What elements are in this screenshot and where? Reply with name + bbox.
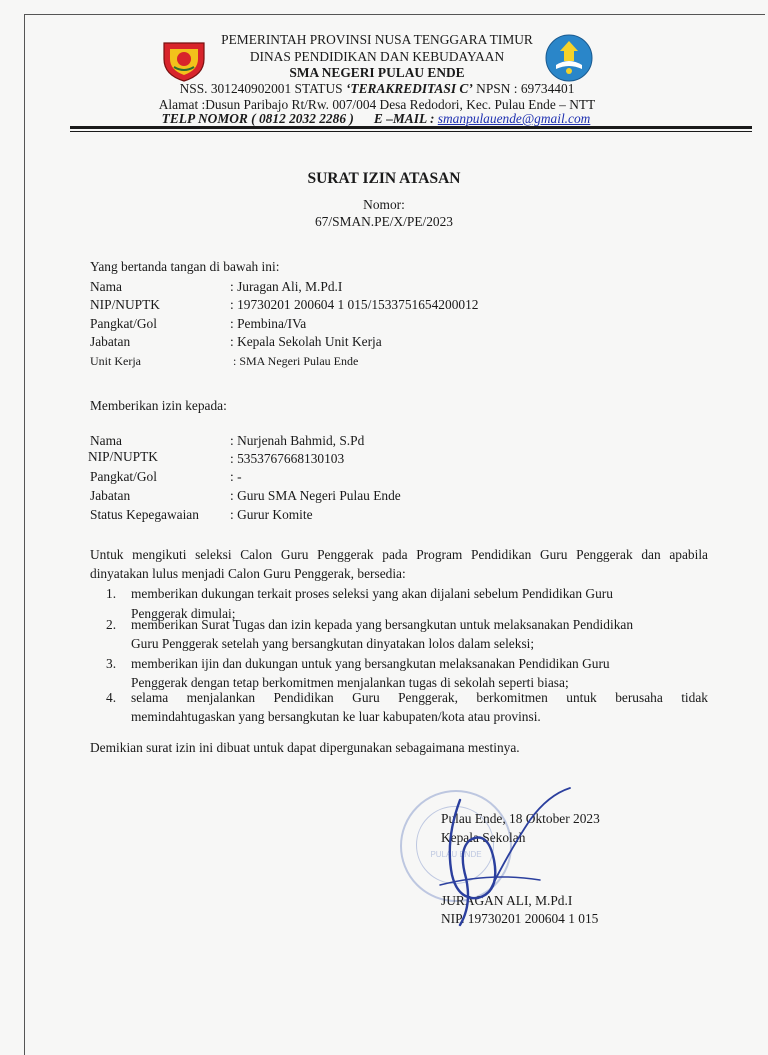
signer-label: Jabatan — [90, 334, 131, 349]
accreditation-status: ‘TERAKREDITASI C’ — [345, 81, 473, 96]
signature-nip: NIP. 19730201 200604 1 015 — [441, 911, 599, 926]
signer-value: : 19730201 200604 1 015/1533751654200012 — [230, 297, 479, 312]
letterhead-contact-line — [0, 110, 760, 127]
recipient-label: Pangkat/Gol — [90, 469, 157, 484]
email-label: E –MAIL : — [373, 111, 435, 126]
nss-text: NSS. 301240902001 STATUS — [179, 81, 346, 96]
recipient-label: NIP/NUPTK — [88, 449, 158, 464]
recipient-label: Jabatan — [90, 488, 131, 503]
letter-title: SURAT IZIN ATASAN — [307, 170, 461, 187]
recipient-value: : Nurjenah Bahmid, S.Pd — [230, 433, 365, 448]
signer-value: : Pembina/IVa — [230, 316, 307, 331]
letterhead-school-name: SMA NEGERI PULAU ENDE — [289, 65, 465, 80]
letterhead-line2: DINAS PENDIDIKAN DAN KEBUDAYAAN — [249, 49, 505, 64]
email-link[interactable]: smanpulauende@gmail.com — [437, 111, 591, 126]
recipient-value: : Guru SMA Negeri Pulau Ende — [230, 488, 401, 503]
signature-name: JURAGAN ALI, M.Pd.I — [441, 893, 573, 908]
signer-label: Pangkat/Gol — [90, 316, 157, 331]
nomor-label: Nomor: — [363, 197, 405, 212]
npsn-text: NPSN : 69734401 — [472, 81, 575, 96]
signature-place-date: Pulau Ende, 18 Oktober 2023 — [441, 811, 600, 826]
phone-number: TELP NOMOR ( 0812 2032 2286 ) — [161, 111, 354, 126]
recipient-value: : Gurur Komite — [230, 507, 313, 522]
item-text: selama menjalankan Pendidikan Guru Penggerak, berkomitmen untuk berusaha tidak — [131, 690, 708, 705]
signer-value: : Kepala Sekolah Unit Kerja — [230, 334, 382, 349]
item-number: 1. — [106, 586, 117, 601]
closing-text: Demikian surat izin ini dibuat untuk dapat dipergunakan sebagaimana mestinya. — [90, 740, 520, 755]
item-text: memberikan dukungan terkait proses seleksi yang akan dijalani sebelum Pendidikan Guru — [131, 586, 613, 601]
item-text: memberikan ijin dan dukungan untuk yang bersangkutan melaksanakan Pendidikan Guru — [131, 656, 610, 671]
recipient-label: Status Kepegawaian — [90, 507, 199, 522]
purpose-line-1: Untuk mengikuti seleksi Calon Guru Penggerak pada Program Pendidikan Guru Penggerak dan apabila — [90, 547, 708, 562]
signer-label: NIP/NUPTK — [90, 297, 160, 312]
item-number: 2. — [106, 617, 117, 632]
recipient-label: Nama — [90, 433, 122, 448]
intro-text: Yang bertanda tangan di bawah ini: — [90, 259, 280, 274]
recipient-value: : 5353767668130103 — [230, 451, 345, 466]
recipient-value: : - — [230, 469, 242, 484]
item-text: Penggerak dimulai; — [131, 606, 236, 621]
letter-number: 67/SMAN.PE/X/PE/2023 — [314, 214, 454, 229]
stamp-text: PULAU ENDE — [430, 850, 482, 859]
signer-value: : SMA Negeri Pulau Ende — [233, 354, 359, 368]
grant-intro: Memberikan izin kepada: — [90, 398, 227, 413]
item-text: memindahtugaskan yang bersangkutan ke luar kabupaten/kota atau provinsi. — [131, 709, 541, 724]
signer-label: Unit Kerja — [90, 354, 141, 368]
signer-value: : Juragan Ali, M.Pd.I — [230, 279, 343, 294]
signer-label: Nama — [90, 279, 122, 294]
item-number: 3. — [106, 656, 117, 671]
letterhead-nss-line — [0, 80, 761, 97]
item-text: Penggerak dengan tetap berkomitmen menjalankan tugas di sekolah seperti biasa; — [131, 675, 569, 690]
letterhead-divider-thick — [70, 126, 752, 129]
handwritten-signature — [430, 780, 590, 930]
item-number: 4. — [106, 690, 117, 705]
item-text: Guru Penggerak setelah yang bersangkutan dinyatakan lolos dalam seleksi; — [131, 636, 535, 651]
letterhead-divider-thin — [70, 131, 752, 132]
item-text: memberikan Surat Tugas dan izin kepada yang bersangkutan untuk melaksanakan Pendidikan — [131, 617, 634, 632]
signature-position: Kepala Sekolah — [441, 830, 526, 845]
letterhead-address: Alamat :Dusun Paribajo Rt/Rw. 007/004 Desa Redodori, Kec. Pulau Ende – NTT — [158, 97, 596, 112]
letterhead-line1: PEMERINTAH PROVINSI NUSA TENGGARA TIMUR — [221, 32, 533, 47]
purpose-line-2: dinyatakan lulus menjadi Calon Guru Penggerak, bersedia: — [90, 566, 406, 581]
